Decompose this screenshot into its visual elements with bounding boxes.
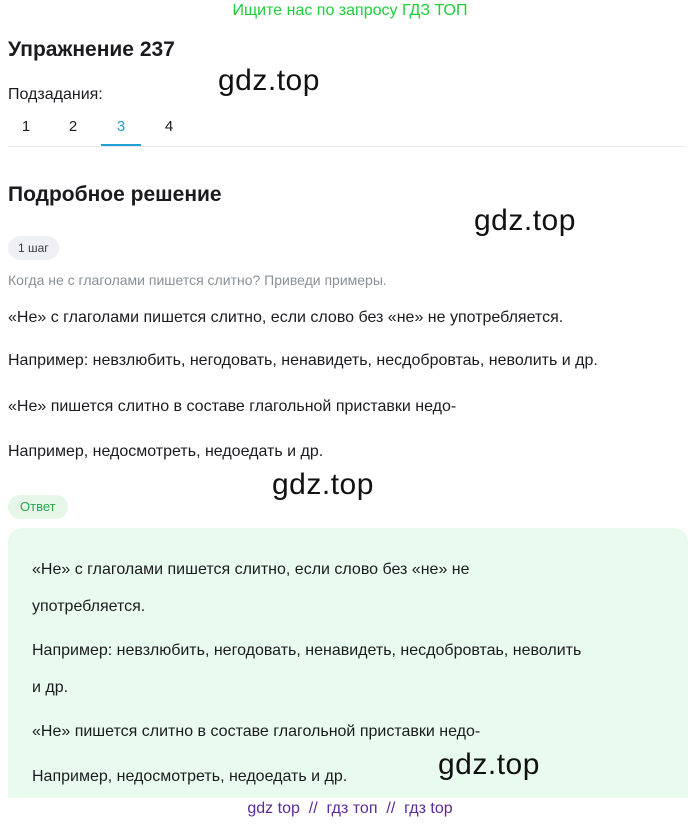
step-badge: 1 шаг	[8, 236, 59, 260]
watermark: gdz.top	[438, 748, 540, 781]
watermark: gdz.top	[474, 204, 576, 237]
subtask-tabs	[8, 108, 686, 147]
tab-subtask-2[interactable]: 2	[68, 118, 78, 135]
footer-links: gdz top // гдз топ // гдз top	[247, 800, 453, 817]
solution-line: «Не» пишется слитно в составе глагольной приставки недо-	[8, 398, 457, 415]
answer-line: «Не» с глаголами пишется слитно, если слово без «не» не	[32, 561, 470, 578]
watermark: gdz.top	[272, 468, 374, 501]
answer-badge: Ответ	[8, 495, 68, 519]
answer-line: и др.	[32, 679, 69, 696]
solution-line: Например: невзлюбить, негодовать, ненавидеть, несдобровтаь, неволить и др.	[8, 352, 598, 369]
tab-subtask-4[interactable]: 4	[164, 118, 174, 135]
tab-subtask-3[interactable]: 3	[101, 108, 141, 146]
tab-subtask-1[interactable]: 1	[21, 118, 31, 135]
step-question: Когда не с глаголами пишется слитно? Приведи примеры.	[8, 272, 387, 288]
answer-line: Например: невзлюбить, негодовать, ненавидеть, несдобровтаь, неволить	[32, 642, 582, 659]
exercise-title: Упражнение 237	[8, 38, 175, 61]
solution-line: «Не» с глаголами пишется слитно, если слово без «не» не употребляется.	[8, 309, 564, 326]
solution-line: Например, недосмотреть, недоедать и др.	[8, 443, 324, 460]
solution-title: Подробное решение	[8, 183, 222, 206]
answer-line: «Не» пишется слитно в составе глагольной приставки недо-	[32, 723, 481, 740]
subtasks-label: Подзадания:	[8, 86, 103, 103]
answer-line: употребляется.	[32, 598, 146, 615]
promo-banner: Ищите нас по запросу ГДЗ ТОП	[232, 2, 468, 19]
watermark: gdz.top	[218, 64, 320, 97]
answer-box	[8, 528, 688, 798]
answer-line: Например, недосмотреть, недоедать и др.	[32, 768, 348, 785]
